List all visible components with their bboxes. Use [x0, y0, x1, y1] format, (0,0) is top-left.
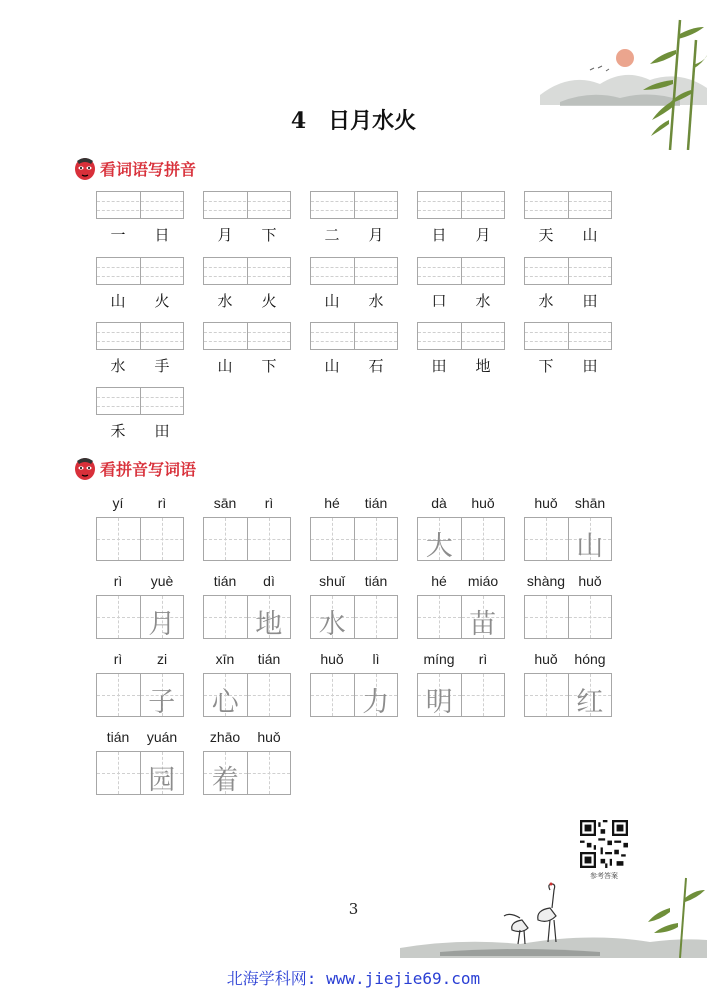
character-cell[interactable] — [461, 674, 505, 716]
pinyin-syllable: hóng — [574, 651, 606, 667]
pinyin-syllable: rì — [157, 495, 167, 511]
pinyin-syllable: rì — [478, 651, 488, 667]
character-writing-box[interactable] — [417, 595, 505, 639]
character-writing-box[interactable] — [203, 751, 291, 795]
word-character: 地 — [475, 357, 491, 375]
pinyin-syllable: rì — [113, 651, 123, 667]
word-pair — [524, 355, 612, 375]
pinyin-label — [417, 573, 505, 591]
character-cell[interactable] — [247, 596, 291, 638]
word-pair — [310, 224, 398, 244]
character-cell[interactable] — [418, 518, 461, 560]
character-cell[interactable] — [97, 518, 140, 560]
character-writing-box[interactable] — [524, 595, 612, 639]
pinyin-syllable: tián — [213, 573, 237, 589]
opera-mask-icon — [74, 455, 96, 481]
pinyin-label — [524, 651, 612, 669]
pinyin-syllable: tián — [106, 729, 130, 745]
pinyin-syllable: yí — [112, 495, 124, 511]
character-cell[interactable] — [354, 674, 398, 716]
lesson-name: 日月水火 — [328, 108, 417, 134]
word-character: 田 — [582, 357, 598, 375]
character-writing-box[interactable] — [96, 595, 184, 639]
pinyin-writing-box[interactable] — [96, 387, 184, 415]
pinyin-syllable: rì — [113, 573, 123, 589]
pinyin-writing-box[interactable] — [524, 191, 612, 219]
word-character: 二 — [324, 226, 340, 244]
hint-character: 心 — [211, 687, 239, 718]
word-character: 山 — [217, 357, 233, 375]
hint-character: 水 — [318, 609, 346, 640]
pinyin-writing-box[interactable] — [310, 322, 398, 350]
word-character: 下 — [261, 357, 277, 375]
character-writing-box[interactable] — [96, 673, 184, 717]
section-heading-text: 看拼音写词语 — [100, 459, 197, 479]
pinyin-writing-box[interactable] — [524, 322, 612, 350]
hint-character: 园 — [148, 765, 176, 796]
character-writing-box[interactable] — [96, 517, 184, 561]
pinyin-syllable: huǒ — [257, 729, 281, 745]
word-character: 山 — [110, 292, 126, 310]
pinyin-writing-box[interactable] — [417, 322, 505, 350]
word-character: 水 — [217, 292, 233, 310]
character-cell[interactable] — [461, 518, 505, 560]
word-character: 口 — [431, 292, 447, 310]
character-cell[interactable] — [140, 596, 184, 638]
pinyin-label — [203, 651, 291, 669]
character-writing-box[interactable] — [96, 751, 184, 795]
character-writing-box[interactable] — [417, 517, 505, 561]
pinyin-syllable: shuǐ — [319, 573, 345, 589]
word-character: 山 — [582, 226, 598, 244]
pinyin-writing-box[interactable] — [96, 191, 184, 219]
pinyin-syllable: hé — [431, 573, 447, 589]
hint-character: 苗 — [469, 609, 497, 640]
character-cell[interactable] — [568, 596, 612, 638]
character-cell[interactable] — [140, 518, 184, 560]
word-pair — [96, 420, 184, 440]
pinyin-writing-box[interactable] — [96, 257, 184, 285]
word-character: 水 — [538, 292, 554, 310]
pinyin-syllable: yuè — [150, 573, 174, 589]
word-character: 水 — [368, 292, 384, 310]
character-writing-box[interactable] — [310, 595, 398, 639]
pinyin-writing-box[interactable] — [203, 257, 291, 285]
pinyin-label — [203, 729, 291, 747]
word-character: 月 — [217, 226, 233, 244]
word-pair — [203, 290, 291, 310]
pinyin-writing-box[interactable] — [96, 322, 184, 350]
crane-landscape-decoration — [400, 868, 707, 958]
section-heading-text: 看词语写拼音 — [100, 159, 197, 179]
pinyin-syllable: dà — [431, 495, 447, 511]
word-pair — [96, 355, 184, 375]
hint-character: 月 — [148, 609, 176, 640]
hint-character: 山 — [576, 531, 604, 562]
word-pair — [96, 290, 184, 310]
hint-character: 红 — [576, 687, 604, 718]
pinyin-syllable: zhāo — [209, 729, 241, 745]
word-character: 一 — [110, 226, 126, 244]
pinyin-syllable: tián — [364, 573, 388, 589]
qr-caption: 参考答案 — [590, 872, 618, 880]
pinyin-syllable: huǒ — [578, 573, 602, 589]
pinyin-writing-box[interactable] — [203, 322, 291, 350]
pinyin-writing-box[interactable] — [310, 191, 398, 219]
word-character: 日 — [431, 226, 447, 244]
pinyin-label — [524, 573, 612, 591]
word-character: 手 — [154, 357, 170, 375]
pinyin-syllable: lì — [372, 651, 380, 667]
character-cell[interactable] — [97, 752, 140, 794]
character-cell[interactable] — [525, 518, 568, 560]
word-pair — [310, 290, 398, 310]
character-cell[interactable] — [204, 752, 247, 794]
character-writing-box[interactable] — [524, 517, 612, 561]
character-cell[interactable] — [140, 674, 184, 716]
lesson-number: 4 — [290, 108, 307, 134]
character-cell[interactable] — [568, 674, 612, 716]
character-cell[interactable] — [311, 674, 354, 716]
character-writing-box[interactable] — [203, 517, 291, 561]
word-character: 月 — [475, 226, 491, 244]
pinyin-writing-box[interactable] — [524, 257, 612, 285]
word-pair — [310, 355, 398, 375]
character-cell[interactable] — [418, 596, 461, 638]
word-pair — [524, 290, 612, 310]
hint-character: 力 — [362, 687, 390, 718]
word-character: 下 — [538, 357, 554, 375]
hint-character: 子 — [148, 687, 176, 718]
pinyin-label — [417, 495, 505, 513]
character-cell[interactable] — [97, 596, 140, 638]
word-character: 石 — [368, 357, 384, 375]
character-cell[interactable] — [568, 518, 612, 560]
hint-character: 大 — [425, 531, 453, 562]
word-character: 山 — [324, 292, 340, 310]
character-writing-box[interactable] — [310, 517, 398, 561]
word-character: 月 — [368, 226, 384, 244]
word-character: 田 — [154, 422, 170, 440]
pinyin-syllable: shàng — [526, 573, 566, 589]
character-cell[interactable] — [204, 596, 247, 638]
word-character: 天 — [538, 226, 554, 244]
pinyin-label — [96, 495, 184, 513]
pinyin-label — [96, 729, 184, 747]
character-cell[interactable] — [247, 674, 291, 716]
character-cell[interactable] — [311, 518, 354, 560]
word-pair — [96, 224, 184, 244]
character-cell[interactable] — [97, 674, 140, 716]
pinyin-label — [203, 495, 291, 513]
word-character: 下 — [261, 226, 277, 244]
pinyin-label — [310, 495, 398, 513]
character-cell[interactable] — [354, 518, 398, 560]
character-cell[interactable] — [525, 596, 568, 638]
word-pair — [524, 224, 612, 244]
qr-code[interactable] — [580, 820, 628, 868]
character-cell[interactable] — [311, 596, 354, 638]
pinyin-writing-box[interactable] — [417, 257, 505, 285]
character-cell[interactable] — [247, 518, 291, 560]
character-cell[interactable] — [354, 596, 398, 638]
word-pair — [203, 224, 291, 244]
character-cell[interactable] — [140, 752, 184, 794]
pinyin-syllable: zi — [156, 651, 168, 667]
hint-character: 着 — [211, 765, 239, 796]
word-character: 水 — [475, 292, 491, 310]
pinyin-syllable: miáo — [467, 573, 499, 589]
pinyin-label — [524, 495, 612, 513]
pinyin-label — [310, 651, 398, 669]
word-character: 日 — [154, 226, 170, 244]
pinyin-syllable: sān — [213, 495, 237, 511]
opera-mask-icon — [74, 155, 96, 181]
pinyin-writing-box[interactable] — [203, 191, 291, 219]
hint-character: 明 — [425, 687, 453, 718]
character-cell[interactable] — [247, 752, 291, 794]
word-character: 火 — [261, 292, 277, 310]
pinyin-label — [203, 573, 291, 591]
character-cell[interactable] — [525, 674, 568, 716]
pinyin-syllable: dì — [263, 573, 275, 589]
word-character: 田 — [582, 292, 598, 310]
word-pair — [417, 355, 505, 375]
word-character: 火 — [154, 292, 170, 310]
word-pair — [203, 355, 291, 375]
pinyin-writing-box[interactable] — [310, 257, 398, 285]
pinyin-syllable: yuán — [146, 729, 178, 745]
pinyin-syllable: tián — [257, 651, 281, 667]
hint-character: 地 — [255, 609, 283, 640]
character-cell[interactable] — [204, 674, 247, 716]
page-number: 3 — [348, 900, 359, 918]
pinyin-writing-box[interactable] — [417, 191, 505, 219]
pinyin-syllable: rì — [264, 495, 274, 511]
word-pair — [417, 290, 505, 310]
pinyin-label — [96, 651, 184, 669]
pinyin-syllable: xīn — [215, 651, 235, 667]
pinyin-syllable: míng — [423, 651, 455, 667]
character-writing-box[interactable] — [203, 595, 291, 639]
pinyin-syllable: huǒ — [534, 651, 558, 667]
word-character: 水 — [110, 357, 126, 375]
pinyin-syllable: shān — [574, 495, 606, 511]
section-heading-1 — [74, 154, 196, 182]
character-cell[interactable] — [204, 518, 247, 560]
pinyin-label — [96, 573, 184, 591]
footer-website[interactable]: 北海学科网: www.jiejie69.com — [226, 969, 481, 988]
word-character: 田 — [431, 357, 447, 375]
character-writing-box[interactable] — [203, 673, 291, 717]
pinyin-label — [417, 651, 505, 669]
word-pair — [417, 224, 505, 244]
pinyin-syllable: hé — [324, 495, 340, 511]
pinyin-syllable: tián — [364, 495, 388, 511]
character-cell[interactable] — [461, 596, 505, 638]
character-writing-box[interactable] — [310, 673, 398, 717]
character-cell[interactable] — [418, 674, 461, 716]
section-heading-2 — [74, 454, 196, 482]
pinyin-label — [310, 573, 398, 591]
pinyin-syllable: huǒ — [534, 495, 558, 511]
character-writing-box[interactable] — [524, 673, 612, 717]
word-character: 禾 — [110, 422, 126, 440]
lesson-title — [0, 104, 707, 135]
word-character: 山 — [324, 357, 340, 375]
pinyin-syllable: huǒ — [471, 495, 495, 511]
pinyin-syllable: huǒ — [320, 651, 344, 667]
character-writing-box[interactable] — [417, 673, 505, 717]
